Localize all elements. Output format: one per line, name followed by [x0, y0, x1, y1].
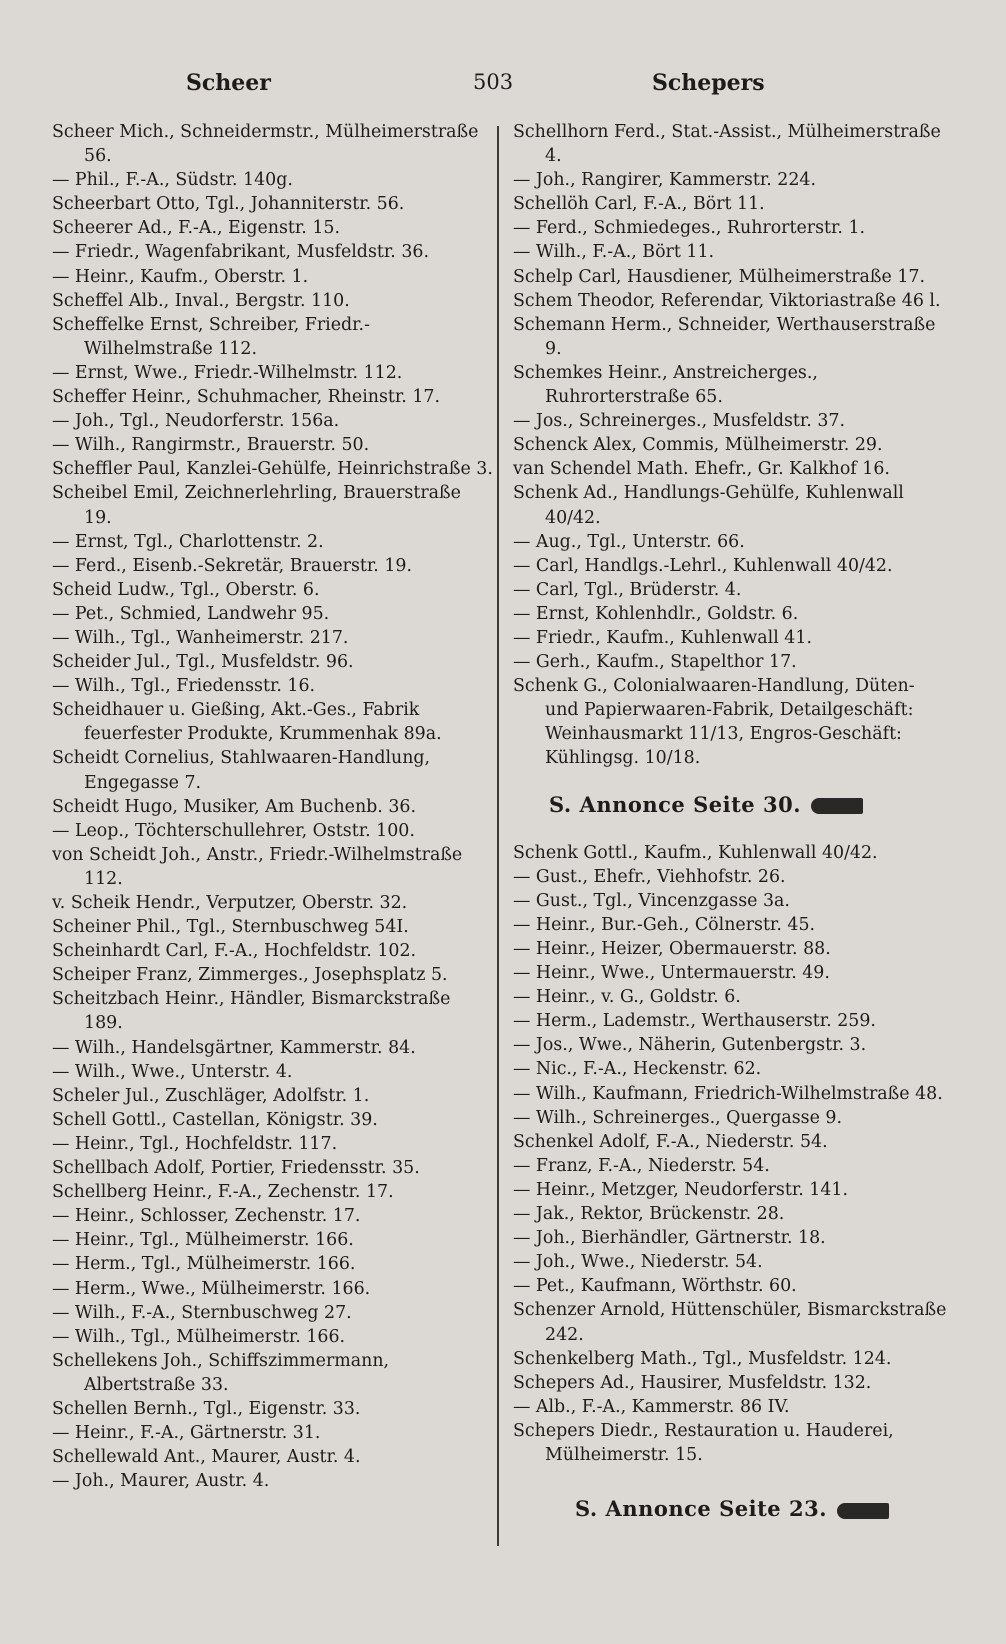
directory-entry: — Carl, Tgl., Brüderstr. 4.: [513, 579, 742, 600]
directory-entry: Scheiner Phil., Tgl., Sternbuschweg 54I.: [52, 917, 409, 938]
directory-entry: Scheitzbach Heinr., Händler, Bismarckstraße 189.: [52, 989, 451, 1034]
pointing-hand-icon: [811, 798, 863, 814]
column-divider: [497, 126, 499, 1546]
directory-entry: — Aug., Tgl., Unterstr. 66.: [513, 531, 745, 552]
directory-entry: von Scheidt Joh., Anstr., Friedr.-Wilhelmstraße 112.: [52, 844, 463, 889]
directory-entry: Schenkelberg Math., Tgl., Musfeldstr. 124.: [513, 1348, 892, 1369]
directory-entry: Schellbach Adolf, Portier, Friedensstr. 35.: [52, 1158, 420, 1179]
note-text: S. Annonce Seite 30.: [549, 791, 802, 817]
directory-entry: — Leop., Töchterschullehrer, Oststr. 100.: [52, 820, 415, 841]
directory-entry: Schenk Ad., Handlungs-Gehülfe, Kuhlenwall 40/42.: [513, 483, 904, 528]
directory-entry: — Herm., Wwe., Mülheimerstr. 166.: [52, 1278, 371, 1299]
directory-entry: Schepers Ad., Hausirer, Musfeldstr. 132.: [513, 1372, 872, 1393]
directory-entry: — Wilh., Rangirmstr., Brauerstr. 50.: [52, 435, 370, 456]
directory-entry: — Jos., Wwe., Näherin, Gutenbergstr. 3.: [513, 1035, 867, 1056]
directory-entry: Schem Theodor, Referendar, Viktoriastraße 46 l.: [513, 290, 941, 311]
page-number: 503: [473, 70, 514, 94]
directory-entry: Schemkes Heinr., Anstreicherges., Ruhrorterstraße 65.: [513, 362, 818, 408]
directory-entry: Schelp Carl, Hausdiener, Mülheimerstraße 17.: [513, 266, 925, 287]
directory-entry: — Joh., Bierhändler, Gärtnerstr. 18.: [513, 1228, 826, 1249]
page-header: [0, 70, 1006, 110]
directory-entry: — Ferd., Schmiedeges., Ruhrorterstr. 1.: [513, 218, 866, 239]
directory-entry: Scheffelke Ernst, Schreiber, Friedr.-Wilhelmstraße 112.: [52, 314, 370, 359]
directory-entry: Scheinhardt Carl, F.-A., Hochfeldstr. 102.: [52, 941, 417, 962]
directory-entry: Scheerer Ad., F.-A., Eigenstr. 15.: [52, 218, 340, 239]
directory-entry: — Phil., F.-A., Südstr. 140g.: [52, 170, 293, 191]
directory-entry: — Wilh., F.-A., Bört 11.: [513, 242, 715, 263]
directory-entry: Scheffer Heinr., Schuhmacher, Rheinstr. 17.: [52, 387, 441, 408]
directory-entry: — Gerh., Kaufm., Stapelthor 17.: [513, 652, 797, 673]
right-column-lower: [513, 841, 953, 1467]
directory-entry: Schellen Bernh., Tgl., Eigenstr. 33.: [52, 1398, 361, 1419]
directory-entry: Scheffel Alb., Inval., Bergstr. 110.: [52, 290, 350, 311]
left-column: [52, 120, 494, 1493]
directory-entry: Scheler Jul., Zuschläger, Adolfstr. 1.: [52, 1085, 370, 1106]
advertisement-note-1: [549, 793, 953, 817]
directory-entry: — Friedr., Kaufm., Kuhlenwall 41.: [513, 627, 812, 648]
directory-entry: — Heinr., F.-A., Gärtnerstr. 31.: [52, 1423, 321, 1444]
directory-entry: — Wilh., Tgl., Mülheimerstr. 166.: [52, 1326, 346, 1347]
directory-entry: v. Scheik Hendr., Verputzer, Oberstr. 32.: [52, 893, 408, 913]
directory-entry: — Wilh., Tgl., Wanheimerstr. 217.: [52, 627, 349, 648]
directory-entry: — Joh., Maurer, Austr. 4.: [52, 1471, 270, 1492]
directory-entry: — Wilh., Handelsgärtner, Kammerstr. 84.: [52, 1037, 416, 1058]
advertisement-note-2: [575, 1497, 953, 1521]
directory-entry: Scheidt Cornelius, Stahlwaaren-Handlung, Engegasse 7.: [52, 748, 431, 793]
directory-entry: — Jos., Schreinerges., Musfeldstr. 37.: [513, 411, 846, 432]
directory-entry: Scheibel Emil, Zeichnerlehrling, Brauerstraße 19.: [52, 483, 461, 528]
directory-entry: van Schendel Math. Ehefr., Gr. Kalkhof 16.: [513, 459, 890, 480]
directory-entry: Schenk G., Colonialwaaren-Handlung, Düten- und Papierwaaren-Fabrik, Detailgeschäft: Weinhausmarkt 11/13, Engros-Geschäft: Kühlingsg. 10/18.: [513, 676, 915, 769]
directory-entry: — Friedr., Wagenfabrikant, Musfeldstr. 36.: [52, 242, 429, 263]
directory-entry: — Pet., Schmied, Landwehr 95.: [52, 603, 330, 624]
directory-entry: — Heinr., Wwe., Untermauerstr. 49.: [513, 963, 830, 984]
directory-entry: — Wilh., Schreinerges., Quergasse 9.: [513, 1107, 842, 1128]
directory-entry: — Heinr., Tgl., Hochfeldstr. 117.: [52, 1133, 338, 1154]
directory-entry: Schepers Diedr., Restauration u. Hauderei, Mülheimerstr. 15.: [513, 1420, 894, 1465]
directory-entry: — Heinr., Heizer, Obermauerstr. 88.: [513, 939, 831, 959]
header-left-keyword: Scheer: [186, 70, 271, 96]
directory-entry: — Herm., Tgl., Mülheimerstr. 166.: [52, 1254, 356, 1275]
directory-entry: — Carl, Handlgs.-Lehrl., Kuhlenwall 40/42.: [513, 555, 893, 576]
directory-entry: — Joh., Rangirer, Kammerstr. 224.: [513, 170, 817, 191]
directory-entry: — Pet., Kaufmann, Wörthstr. 60.: [513, 1276, 797, 1297]
directory-entry: — Ferd., Eisenb.-Sekretär, Brauerstr. 19.: [52, 555, 413, 576]
directory-entry: — Heinr., Bur.-Geh., Cölnerstr. 45.: [513, 914, 816, 935]
directory-entry: Schenzer Arnold, Hüttenschüler, Bismarckstraße 242.: [513, 1300, 947, 1345]
directory-entry: Schenck Alex, Commis, Mülheimerstr. 29.: [513, 435, 883, 456]
directory-entry: — Ernst, Wwe., Friedr.-Wilhelmstr. 112.: [52, 362, 403, 383]
directory-entry: Schenkel Adolf, F.-A., Niederstr. 54.: [513, 1131, 828, 1152]
directory-entry: — Ernst, Tgl., Charlottenstr. 2.: [52, 531, 324, 552]
directory-entry: — Heinr., Tgl., Mülheimerstr. 166.: [52, 1230, 354, 1251]
directory-entry: — Gust., Tgl., Vincenzgasse 3a.: [513, 890, 790, 911]
directory-entry: Scheiper Franz, Zimmerges., Josephsplatz 5.: [52, 965, 448, 986]
directory-entry: — Gust., Ehefr., Viehhofstr. 26.: [513, 866, 786, 887]
directory-entry: — Heinr., Kaufm., Oberstr. 1.: [52, 266, 309, 287]
directory-entry: — Wilh., Kaufmann, Friedrich-Wilhelmstraße 48.: [513, 1083, 943, 1104]
header-right-keyword: Schepers: [652, 70, 765, 96]
directory-entry: Scheidt Hugo, Musiker, Am Buchenb. 36.: [52, 796, 416, 817]
directory-entry: — Wilh., F.-A., Sternbuschweg 27.: [52, 1302, 352, 1323]
directory-entry: Schellekens Joh., Schiffszimmermann, Albertstraße 33.: [52, 1350, 390, 1395]
directory-entry: Scheidhauer u. Gießing, Akt.-Ges., Fabrik feuerfester Produkte, Krummenhak 89a.: [52, 700, 442, 745]
directory-entry: — Wilh., Wwe., Unterstr. 4.: [52, 1061, 293, 1082]
directory-entry: Schellewald Ant., Maurer, Austr. 4.: [52, 1447, 361, 1468]
directory-entry: Scheffler Paul, Kanzlei-Gehülfe, Heinrichstraße 3.: [52, 459, 493, 480]
directory-entry: Schellhorn Ferd., Stat.-Assist., Mülheimerstraße 4.: [513, 122, 941, 167]
directory-entry: — Jak., Rektor, Brückenstr. 28.: [513, 1204, 785, 1225]
directory-entry: Scheer Mich., Schneidermstr., Mülheimerstraße 56.: [52, 122, 479, 167]
directory-entry: — Franz, F.-A., Niederstr. 54.: [513, 1155, 770, 1176]
directory-entry: Scheider Jul., Tgl., Musfeldstr. 96.: [52, 652, 354, 673]
right-column: [513, 120, 953, 1521]
right-column-upper: [513, 120, 953, 771]
directory-entry: Schell Gottl., Castellan, Königstr. 39.: [52, 1109, 378, 1130]
note-text: S. Annonce Seite 23.: [575, 1496, 828, 1522]
directory-entry: — Heinr., Schlosser, Zechenstr. 17.: [52, 1206, 361, 1227]
directory-entry: Scheerbart Otto, Tgl., Johanniterstr. 56.: [52, 194, 405, 215]
directory-entry: — Herm., Lademstr., Werthauserstr. 259.: [513, 1011, 876, 1032]
directory-entry: — Wilh., Tgl., Friedensstr. 16.: [52, 676, 316, 697]
directory-entry: — Heinr., v. G., Goldstr. 6.: [513, 987, 741, 1008]
directory-entry: — Ernst, Kohlenhdlr., Goldstr. 6.: [513, 603, 799, 624]
directory-entry: Schellberg Heinr., F.-A., Zechenstr. 17.: [52, 1182, 394, 1203]
directory-entry: Schenk Gottl., Kaufm., Kuhlenwall 40/42.: [513, 842, 878, 863]
directory-entry: — Heinr., Metzger, Neudorferstr. 141.: [513, 1179, 849, 1200]
pointing-hand-icon: [837, 1503, 889, 1519]
directory-entry: Schellöh Carl, F.-A., Bört 11.: [513, 194, 765, 215]
directory-entry: Scheid Ludw., Tgl., Oberstr. 6.: [52, 579, 320, 600]
directory-entry: — Joh., Tgl., Neudorferstr. 156a.: [52, 411, 340, 432]
directory-entry: — Joh., Wwe., Niederstr. 54.: [513, 1252, 763, 1273]
directory-entry: — Nic., F.-A., Heckenstr. 62.: [513, 1059, 762, 1080]
directory-entry: — Alb., F.-A., Kammerstr. 86 IV.: [513, 1396, 790, 1417]
directory-entry: Schemann Herm., Schneider, Werthauserstraße 9.: [513, 314, 936, 359]
